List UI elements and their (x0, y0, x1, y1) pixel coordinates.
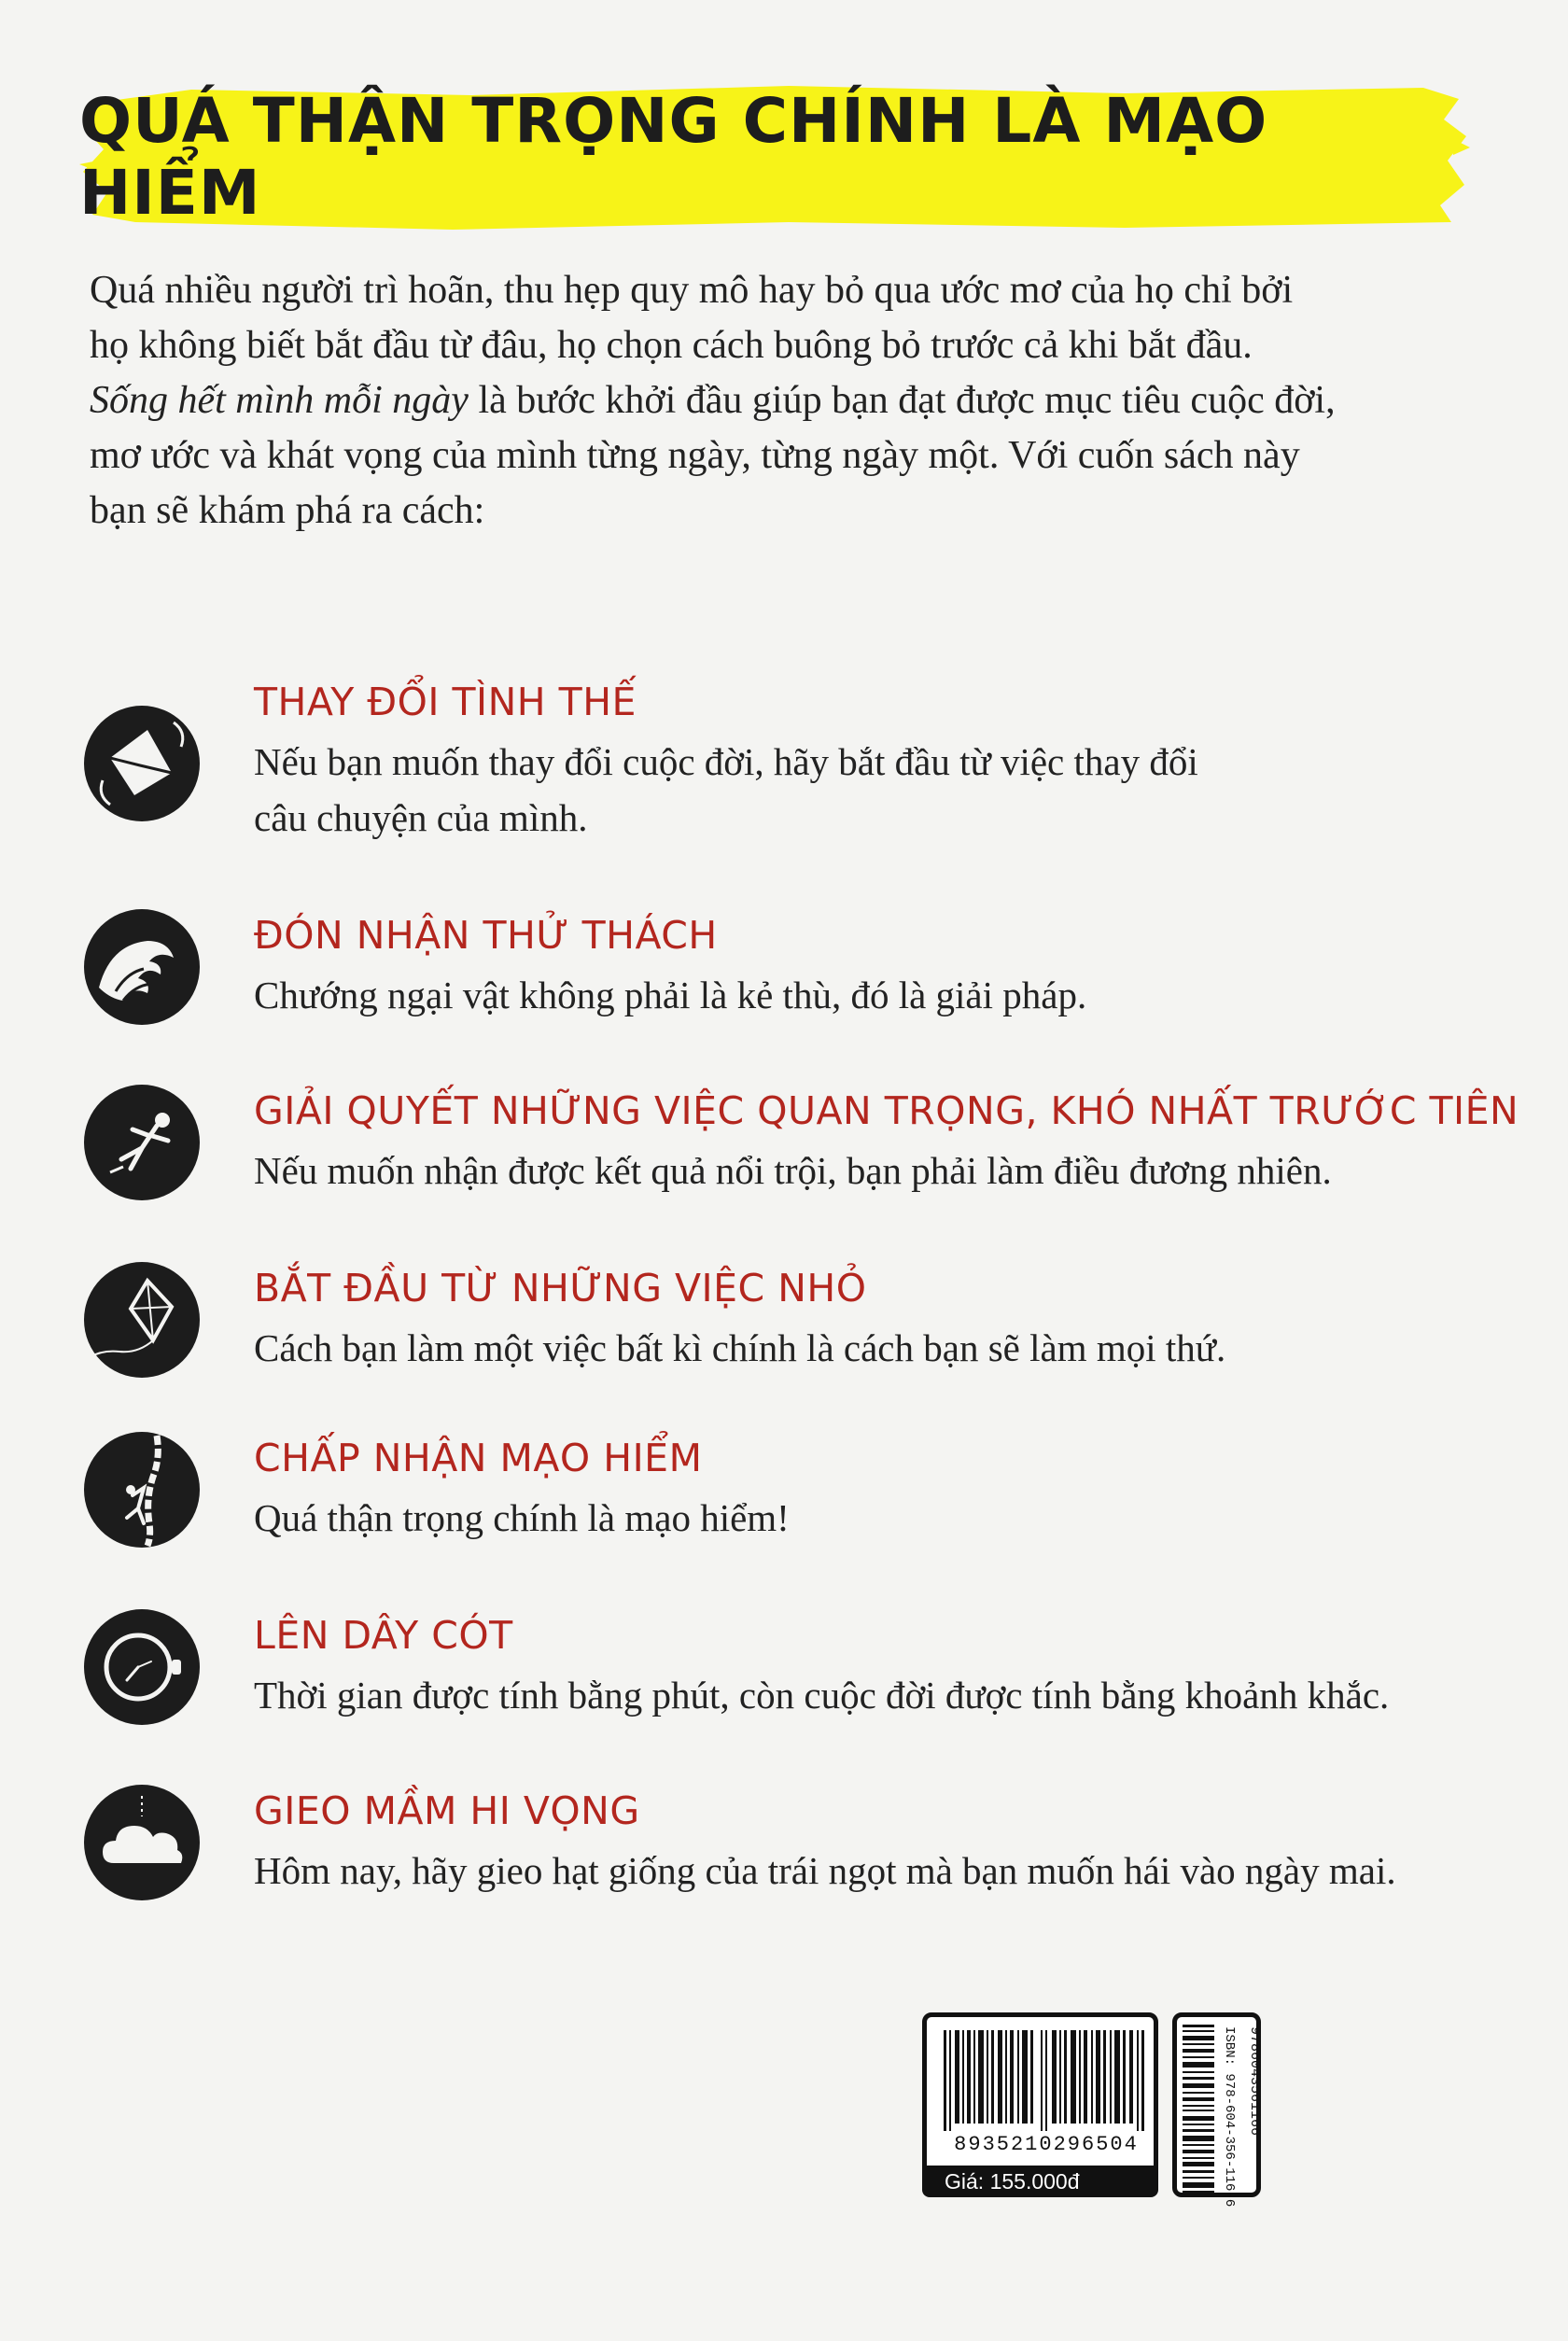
intro-line: Quá nhiều người trì hoãn, thu hẹp quy mô hay bỏ qua ước mơ của họ chỉ bởi (90, 269, 1294, 312)
wave-icon (82, 907, 202, 1027)
feature-description (254, 1843, 1467, 1899)
kite-icon (82, 1260, 202, 1380)
feature-description-line: Quá thận trọng chính là mạo hiểm! (254, 1496, 790, 1539)
barcode-number: 8935210296504 (954, 2133, 1139, 2156)
isbn-number: 9786043561166 (1247, 2026, 1263, 2137)
intro-line: mơ ước và khát vọng của mình từng ngày, từng ngày một. Với cuốn sách này (90, 434, 1300, 477)
feature-description-line: Cách bạn làm một việc bất kì chính là cách bạn sẽ làm mọi thứ. (254, 1326, 1226, 1369)
feature-description-line: Chướng ngại vật không phải là kẻ thù, đó là giải pháp. (254, 974, 1087, 1016)
intro-line: họ không biết bắt đầu từ đâu, họ chọn cách buông bỏ trước cả khi bắt đầu. (90, 324, 1253, 367)
feature-title: GIEO MẦM HI VỌNG (254, 1788, 640, 1833)
headline: QUÁ THẬN TRỌNG CHÍNH LÀ MẠO HIỂM (79, 85, 1268, 229)
intro-line: bạn sẽ khám phá ra cách: (90, 489, 485, 532)
ean-barcode (922, 2012, 1158, 2190)
kite-paper-icon (82, 704, 202, 823)
feature-description-line: Nếu bạn muốn thay đổi cuộc đời, hãy bắt đầu từ việc thay đổi (254, 740, 1198, 783)
feature-title: GIẢI QUYẾT NHỮNG VIỆC QUAN TRỌNG, KHÓ NHẤT TRƯỚC TIÊN (254, 1088, 1519, 1133)
feature-description (254, 967, 1467, 1023)
isbn-label: ISBN: 978-604-356-116-6 (1222, 2026, 1237, 2208)
intro-line (90, 373, 1490, 428)
rope-climber-icon (82, 1430, 202, 1549)
feature-title: ĐÓN NHẬN THỬ THÁCH (254, 913, 718, 958)
feature-description-line: Nếu muốn nhận được kết quả nổi trội, bạn phải làm điều đương nhiên. (254, 1149, 1332, 1192)
feature-description-line: Hôm nay, hãy gieo hạt giống của trái ngọt mà bạn muốn hái vào ngày mai. (254, 1849, 1396, 1892)
feature-description (254, 734, 1467, 846)
feature-description (254, 1490, 1467, 1546)
feature-title: LÊN DÂY CÓT (254, 1613, 513, 1658)
price-label: Giá: 155.000đ (922, 2166, 1158, 2197)
feature-description-line: Thời gian được tính bằng phút, còn cuộc đời được tính bằng khoảnh khắc. (254, 1674, 1390, 1717)
watch-icon (82, 1607, 202, 1727)
feature-title: THAY ĐỔI TÌNH THẾ (254, 680, 637, 724)
intro-paragraph (90, 263, 1490, 539)
headline-banner (79, 82, 1470, 231)
intro-line-rest: là bước khởi đầu giúp bạn đạt được mục tiêu cuộc đời, (468, 379, 1336, 422)
book-title: Sống hết mình mỗi ngày (90, 379, 469, 422)
cloud-seed-icon (82, 1783, 202, 1902)
diver-icon (82, 1083, 202, 1202)
isbn-barcode-bars (1183, 2025, 1214, 2193)
feature-description (254, 1320, 1467, 1376)
feature-title: BẮT ĐẦU TỪ NHỮNG VIỆC NHỎ (254, 1266, 867, 1311)
feature-description (254, 1667, 1467, 1723)
feature-description-line: câu chuyện của mình. (254, 796, 588, 839)
isbn-barcode (1172, 2012, 1263, 2208)
feature-title: CHẤP NHẬN MẠO HIỂM (254, 1436, 703, 1480)
feature-description (254, 1142, 1467, 1199)
barcode-bars (944, 2030, 1145, 2131)
